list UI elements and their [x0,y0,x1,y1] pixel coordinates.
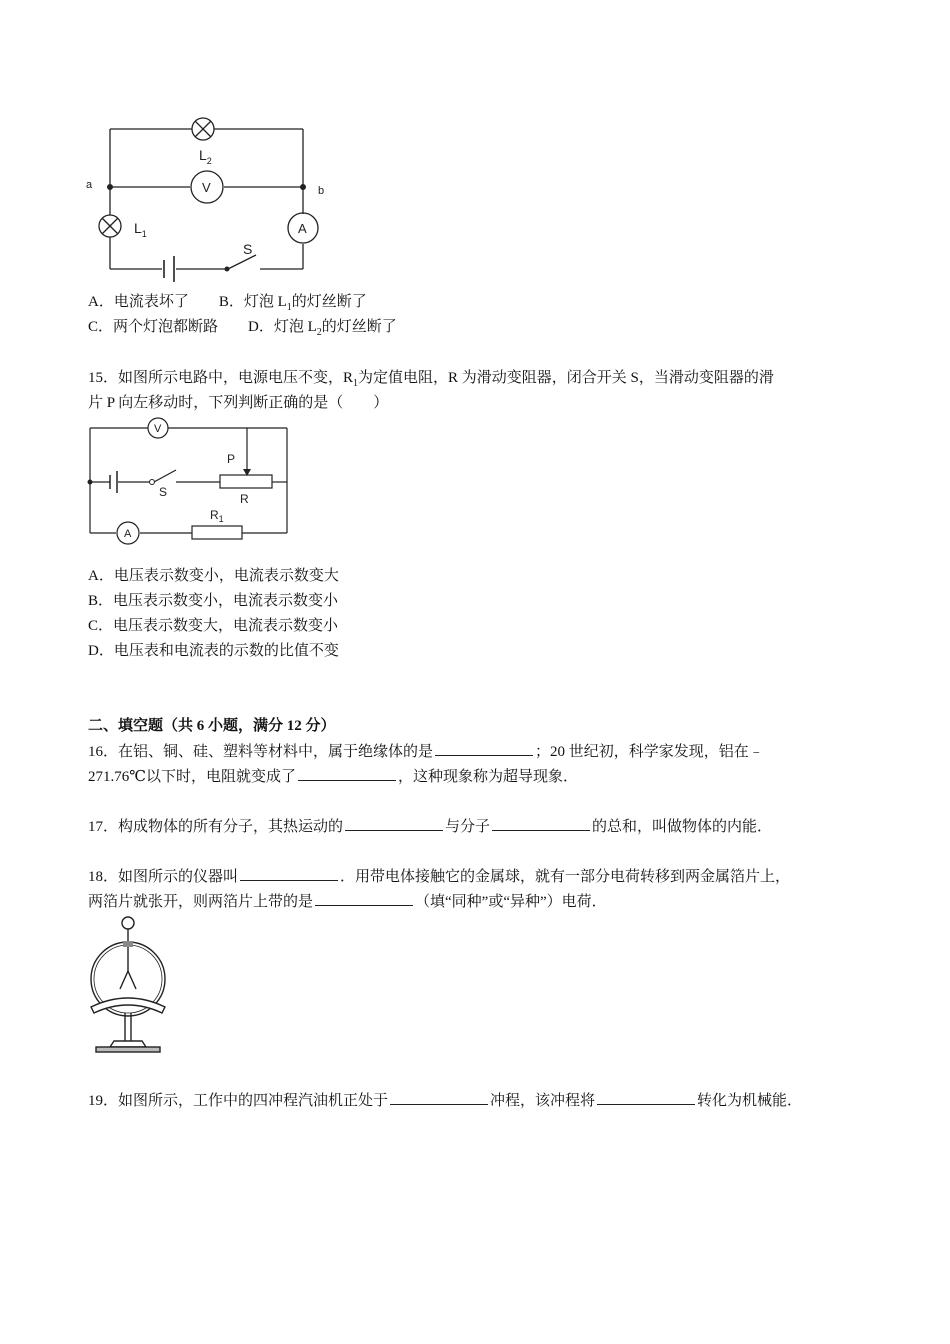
q17-line: 17．构成物体的所有分子，其热运动的 与分子 的总和，叫做物体的内能． [88,816,772,837]
answer-blank[interactable] [240,866,338,881]
q14-option-a: A．电流表坏了 [88,294,189,310]
lamp-l2-label: $L_2$ [199,147,212,166]
q15-voltmeter-label: V [154,423,162,435]
q15-option-b: B．电压表示数变小，电流表示数变小 [88,593,339,609]
q16-line1: 16．在铝、铜、硅、塑料等材料中，属于绝缘体的是 ；20 世纪初，科学家发现，铝在﹣ [88,741,764,762]
slider-p-label: P [227,452,236,466]
answer-blank[interactable] [597,1090,695,1105]
q14-option-c: C．两个灯泡都断路 [88,319,219,335]
q15-option-c: C．电压表示数变大，电流表示数变小 [88,618,339,634]
q15-ammeter-label: A [124,528,132,540]
q18-line1: 18．如图所示的仪器叫 ．用带电体接触它的金属球，就有一部分电荷转移到两金属箔片上， [88,866,790,887]
electroscope-image [84,913,174,1058]
circuit-diagram-q14 [80,110,340,285]
q15-option-d: D．电压表和电流表的示数的比值不变 [88,643,339,659]
q14-option-d: D．灯泡 $L_2$的灯丝断了 [248,319,397,338]
lamp-l1-label: $L_1$ [134,220,147,239]
q18-line2: 两箔片就张开，则两箔片上带的是 （填“同种”或“异种”）电荷． [88,891,607,912]
q15-stem-line2: 片 P 向左移动时，下列判断正确的是（ ） [88,395,389,411]
section-heading: 二、填空题（共 6 小题，满分 12 分） [88,718,336,734]
q14-options-row2 [88,317,397,343]
answer-blank[interactable] [435,741,533,756]
answer-blank[interactable] [315,891,413,906]
switch-label: S [243,241,253,257]
answer-blank[interactable] [298,766,396,781]
node-b-label: b [318,185,325,197]
answer-blank[interactable] [345,816,443,831]
q14-option-b: B．灯泡 $L_1$的灯丝断了 [218,294,367,313]
q16-line2: 271.76℃以下时，电阻就变成了 ，这种现象称为超导现象． [88,766,578,787]
circuit-diagram-q15 [82,415,297,550]
q15-option-a: A．电压表示数变小，电流表示数变大 [88,568,339,584]
answer-blank[interactable] [390,1090,488,1105]
voltmeter-label: V [202,180,211,195]
rheostat-r-label: R [240,492,249,506]
resistor-r1-label: $R_1$ [210,508,224,524]
q15-stem-line1: 15．如图所示电路中，电源电压不变，$R_1$为定值电阻，R 为滑动变阻器，闭合开关 S，当滑动变阻器的滑 [88,370,774,389]
q15-switch-label: S [159,485,168,499]
node-a-label: a [86,179,93,191]
q14-options-row1 [88,292,367,318]
ammeter-label: A [298,221,307,236]
answer-blank[interactable] [492,816,590,831]
q19-line: 19．如图所示，工作中的四冲程汽油机正处于 冲程，该冲程将 转化为机械能． [88,1090,802,1111]
